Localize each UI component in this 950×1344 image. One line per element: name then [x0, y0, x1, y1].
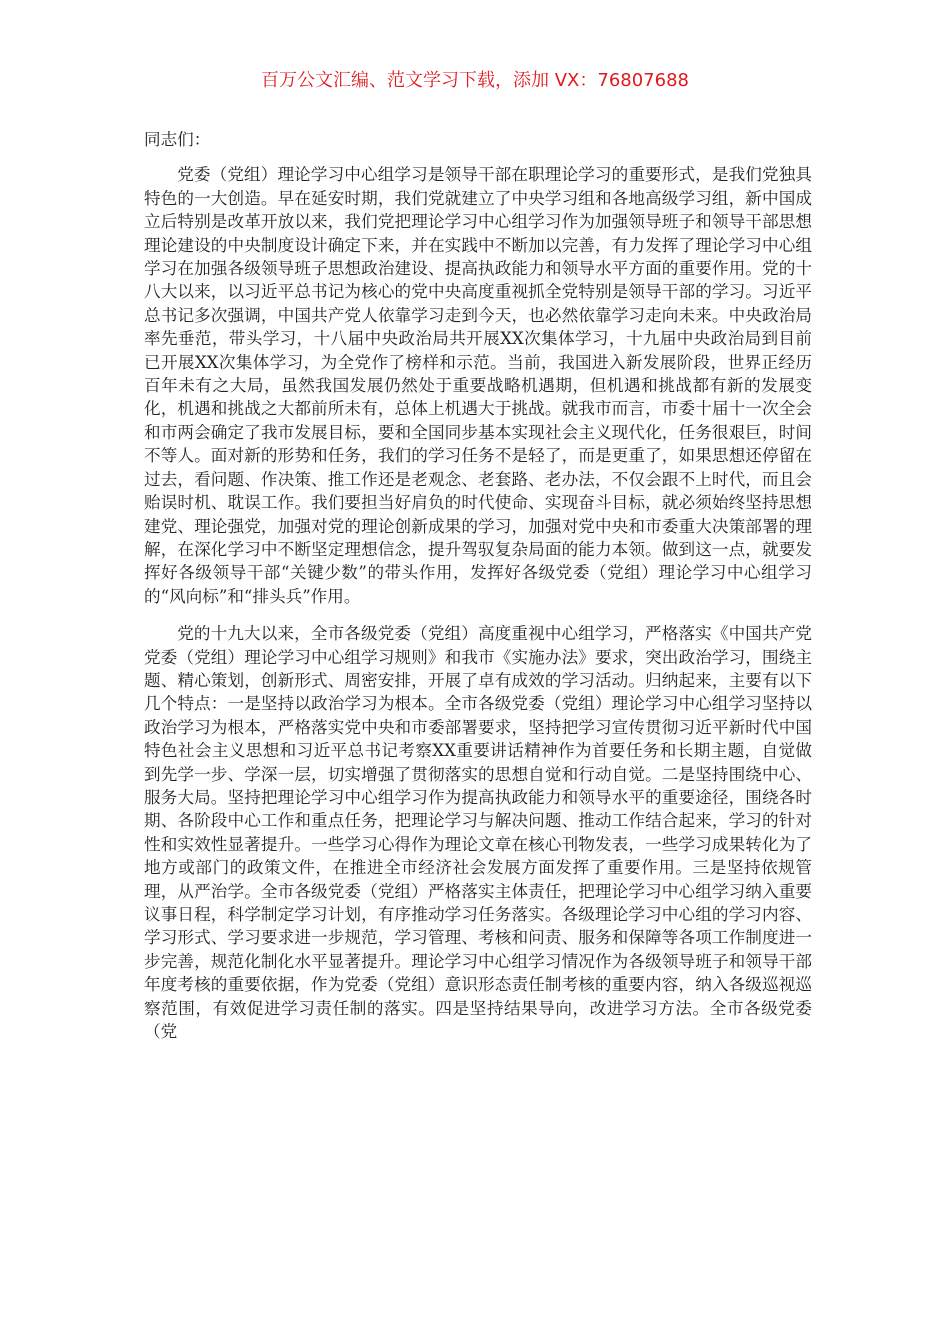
watermark-header: 百万公文汇编、范文学习下载，添加 VX：76807688	[261, 70, 689, 91]
paragraph-2: 党的十九大以来，全市各级党委（党组）高度重视中心组学习，严格落实《中国共产党党委（党组）理论学习中心组学习规则》和我市《实施办法》要求，突出政治学习，围绕主题、精心策划，创新形式、周密安排，开展了卓有成效的学习活动。归纳起来，主要有以下几个特点：一是坚持以政治学习为根本。全市各级党委（党组）理论学习中心组学习坚持以政治学习为根本，严格落实党中央和市委部署要求，坚持把学习宣传贯彻习近平新时代中国特色社会主义思想和习近平总书记考察XX重要讲话精神作为首要任务和长期主题，自觉做到先学一步、学深一层，切实增强了贯彻落实的思想自觉和行动自觉。二是坚持围绕中心、服务大局。坚持把理论学习中心组学习作为提高执政能力和领导水平的重要途径，围绕各时期、各阶段中心工作和重点任务，把理论学习与解决问题、推动工作结合起来，学习的针对性和实效性显著提升。一些学习心得作为理论文章在核心刊物发表，一些学习成果转化为了地方或部门的政策文件，在推进全市经济社会发展方面发挥了重要作用。三是坚持依规管理，从严治学。全市各级党委（党组）严格落实主体责任，把理论学习中心组学习纳入重要议事日程，科学制定学习计划，有序推动学习任务落实。各级理论学习中心组的学习内容、学习形式、学习要求进一步规范，学习管理、考核和问责、服务和保障等各项工作制度进一步完善，规范化制化水平显著提升。理论学习中心组学习情况作为各级领导班子和领导干部年度考核的重要依据，作为党委（党组）意识形态责任制考核的重要内容，纳入各级巡视巡察范围，有效促进学习责任制的落实。四是坚持结果导向，改进学习方法。全市各级党委（党	[144, 624, 812, 1042]
greeting: 同志们：	[144, 130, 211, 149]
document-body	[144, 128, 812, 1057]
paragraph-1: 党委（党组）理论学习中心组学习是领导干部在职理论学习的重要形式，是我们党独具特色的一大创造。早在延安时期，我们党就建立了中央学习组和各地高级学习组，新中国成立后特别是改革开放以来，我们党把理论学习中心组学习作为加强领导班子和领导干部思想理论建设的中央制度设计确定下来，并在实践中不断加以完善，有力发挥了理论学习中心组学习在加强各级领导班子思想政治建设、提高执政能力和领导水平方面的重要作用。党的十八大以来，以习近平总书记为核心的党中央高度重视抓全党特别是领导干部的学习。习近平总书记多次强调，中国共产党人依靠学习走到今天，也必然依靠学习走向未来。中央政治局率先垂范，带头学习，十八届中央政治局共开展XX次集体学习，十九届中央政治局到目前已开展XX次集体学习，为全党作了榜样和示范。当前，我国进入新发展阶段，世界正经历百年未有之大局，虽然我国发展仍然处于重要战略机遇期，但机遇和挑战都有新的发展变化，机遇和挑战之大都前所未有，总体上机遇大于挑战。就我市而言，市委十届十一次全会和市两会确定了我市发展目标，要和全国同步基本实现社会主义现代化，任务很艰巨，时间不等人。面对新的形势和任务，我们的学习任务不是轻了，而是更重了，如果思想还停留在过去，看问题、作决策、推工作还是老观念、老套路、老办法，不仅会跟不上时代，而且会贻误时机、耽误工作。我们要担当好肩负的时代使命、实现奋斗目标，就必须始终坚持思想建党、理论强党，加强对党的理论创新成果的学习，加强对党中央和市委重大决策部署的理解，在深化学习中不断坚定理想信念，提升驾驭复杂局面的能力本领。做到这一点，就要发挥好各级领导干部“关键少数”的带头作用，发挥好各级党委（党组）理论学习中心组学习的“风向标”和“排头兵”作用。	[144, 165, 812, 606]
